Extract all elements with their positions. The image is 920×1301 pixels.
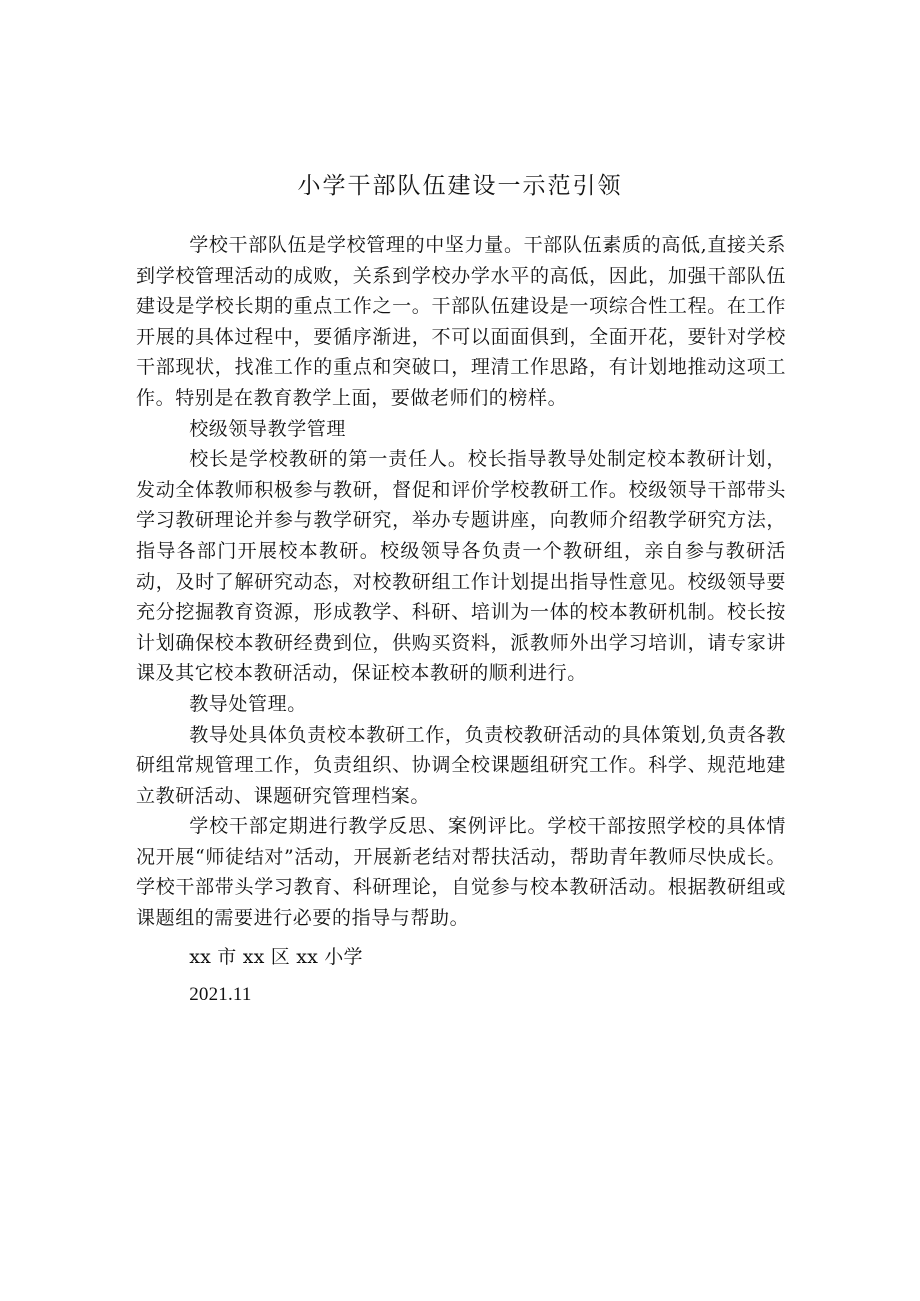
document-title: 小学干部队伍建设一示范引领	[297, 173, 623, 199]
signature-date: 2021.11	[189, 983, 252, 1005]
section-paragraph: 学校干部定期进行教学反思、案例评比。学校干部按照学校的具体情况开展“师徒结对”活动，开展新老结对帮扶活动，帮助青年教师尽快成长。学校干部带头学习教育、科研理论，自觉参与校本教研活动。根据教研组或课题组的需要进行必要的指导与帮助。	[136, 815, 786, 930]
section-heading-academic-office: 教导处管理。	[189, 692, 307, 715]
section-paragraph: 教导处具体负责校本教研工作，负责校教研活动的具体策划,负责各教研组常规管理工作，负责组织、协调全校课题组研究工作。科学、规范地建立教研活动、课题研究管理档案。	[136, 723, 786, 807]
intro-paragraph: 学校干部队伍是学校管理的中坚力量。干部队伍素质的高低,直接关系到学校管理活动的成败，关系到学校办学水平的高低，因此，加强干部队伍建设是学校长期的重点工作之一。干部队伍建设是一项综合性工程。在工作开展的具体过程中，要循序渐进，不可以面面俱到，全面开花，要针对学校干部现状，找准工作的重点和突破口，理清工作思路，有计划地推动这项工作。特别是在教育教学上面，要做老师们的榜样。	[136, 234, 786, 409]
section-heading-school-leaders: 校级领导教学管理	[189, 417, 346, 440]
signature-organization: xx 市 xx 区 xx 小学	[189, 945, 363, 968]
document-body	[136, 230, 786, 1010]
section-paragraph: 校长是学校教研的第一责任人。校长指导教导处制定校本教研计划，发动全体教师积极参与教研，督促和评价学校教研工作。校级领导干部带头学习教研理论并参与教学研究，举办专题讲座，向教师介绍教学研究方法，指导各部门开展校本教研。校级领导各负责一个教研组，亲自参与教研活动，及时了解研究动态，对校教研组工作计划提出指导性意见。校级领导要充分挖掘教育资源，形成教学、科研、培训为一体的校本教研机制。校长按计划确保校本教研经费到位，供购买资料，派教师外出学习培训，请专家讲课及其它校本教研活动，保证校本教研的顺利进行。	[136, 448, 786, 685]
